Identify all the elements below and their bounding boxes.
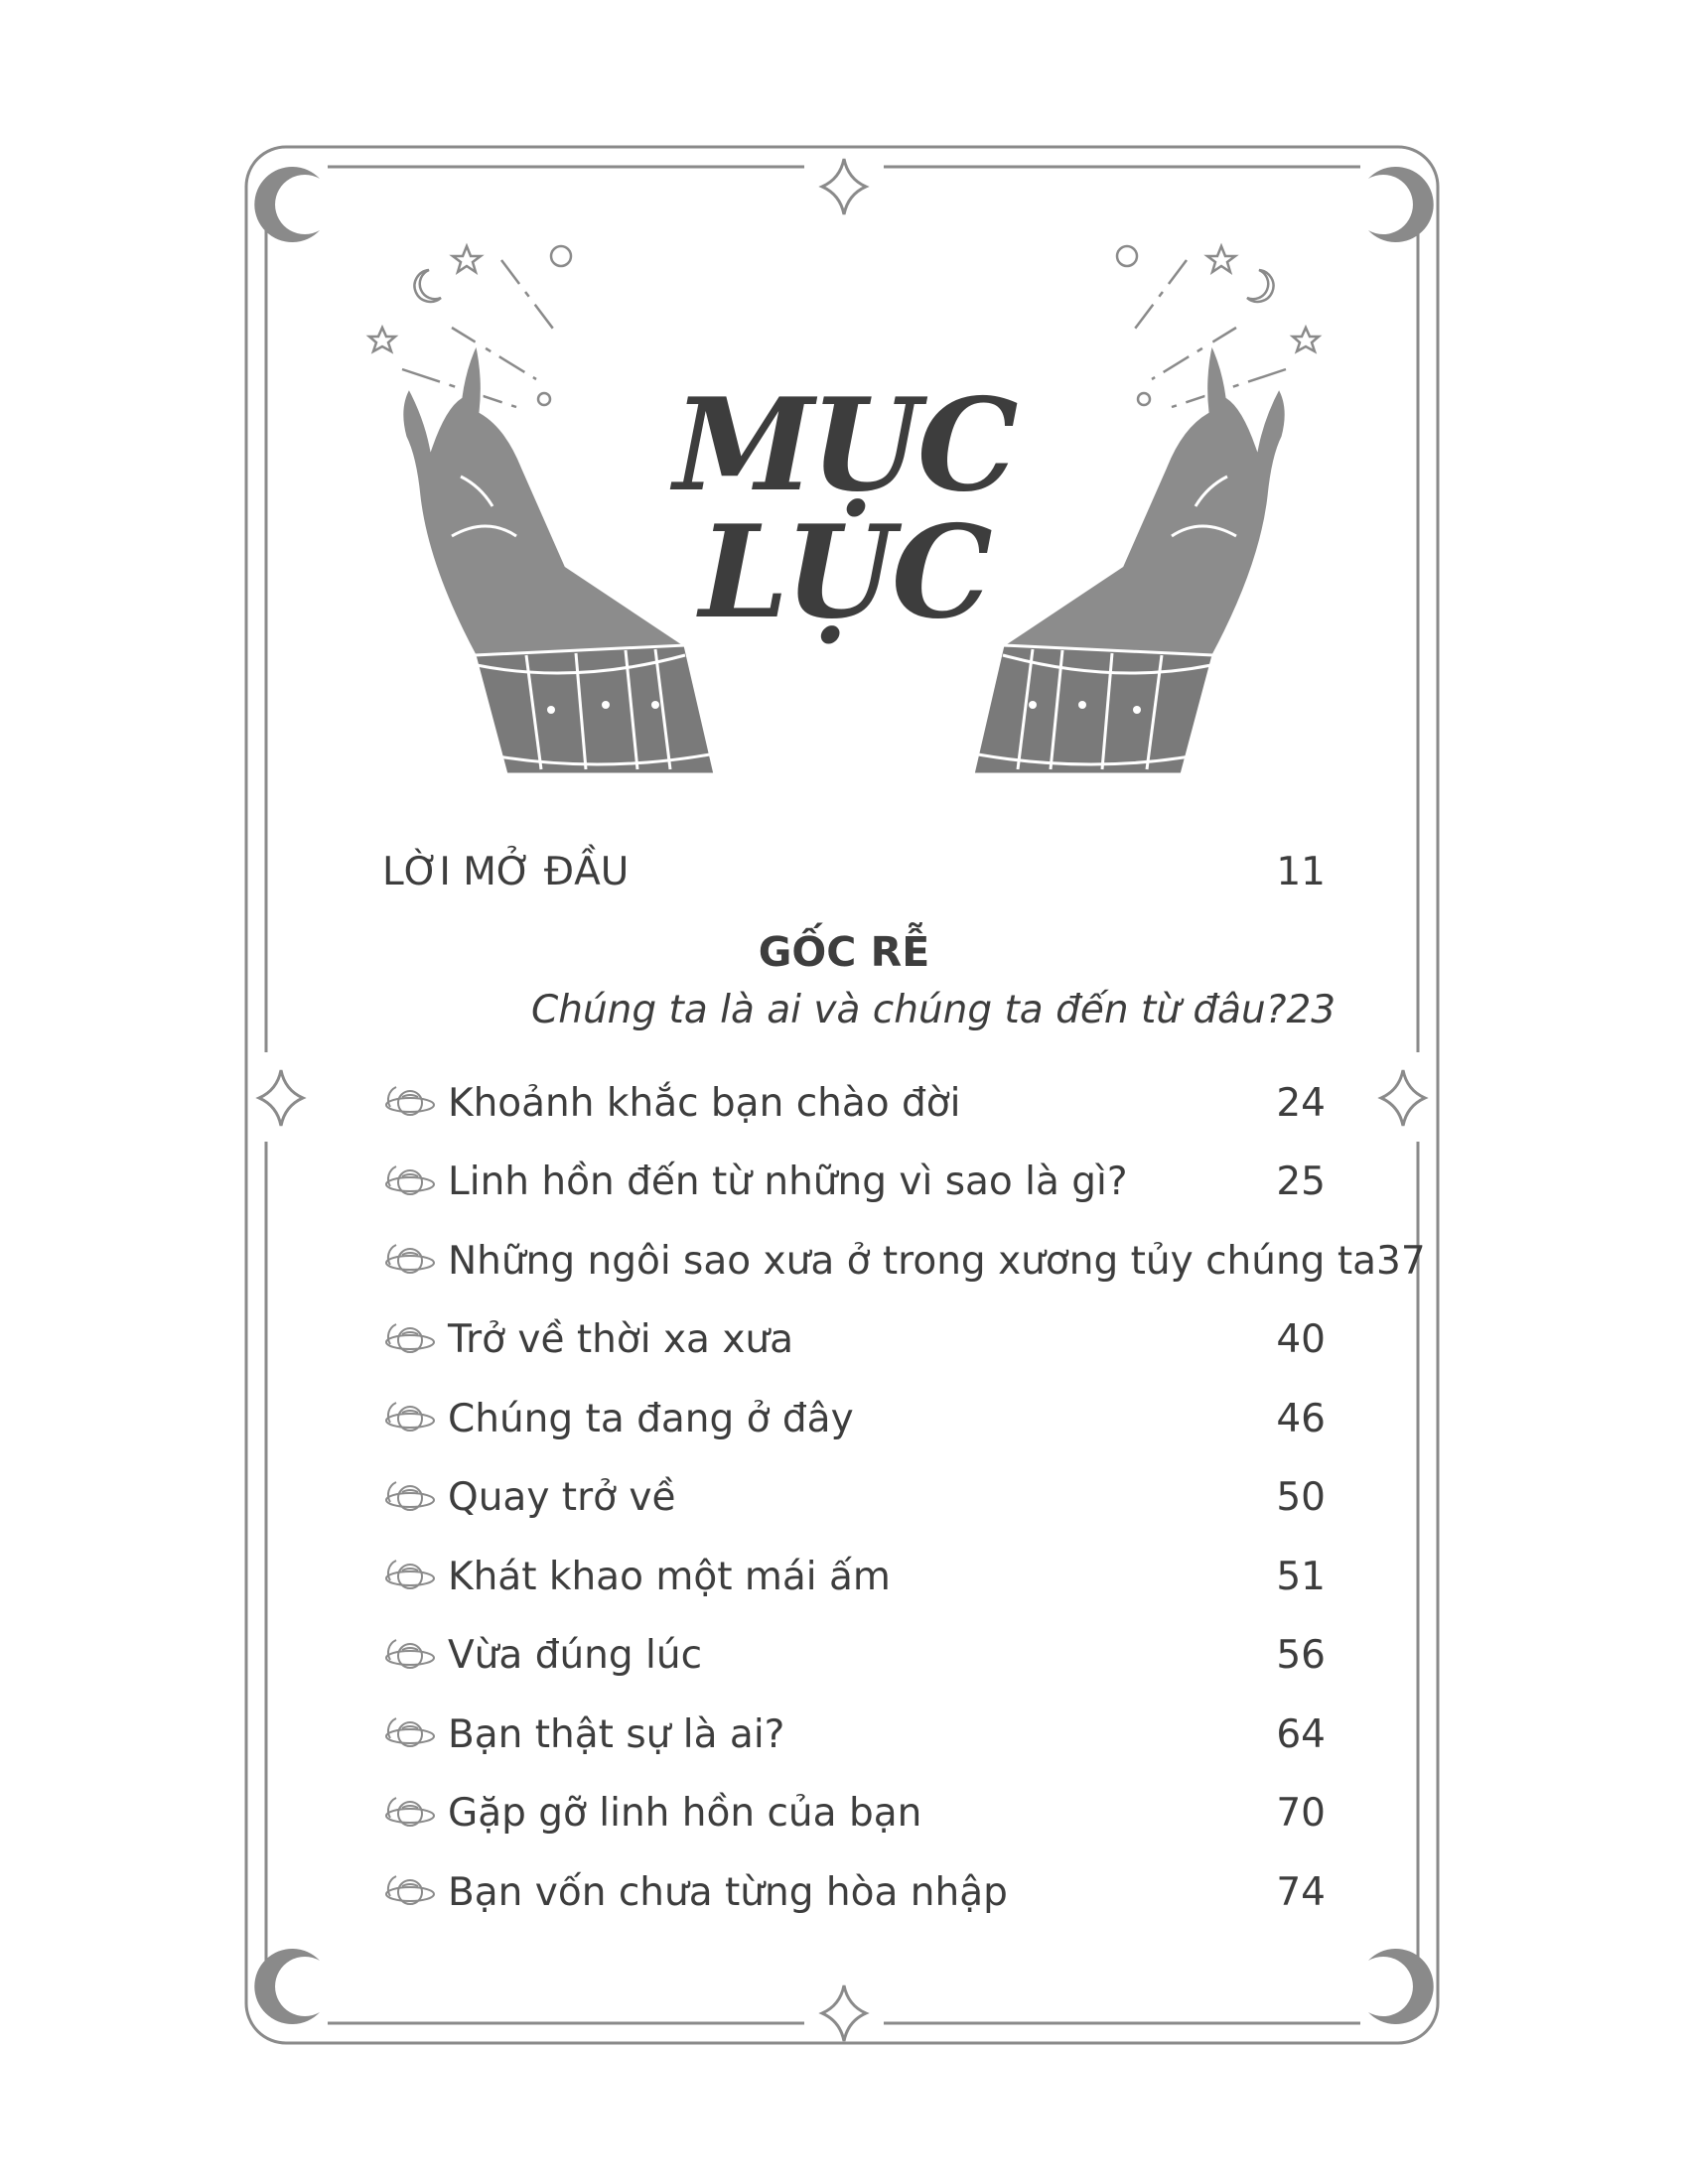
toc-page-number: 37: [1376, 1238, 1426, 1284]
toc-entry-label: Những ngôi sao xưa ở trong xương tủy chúng ta: [448, 1238, 1377, 1284]
toc-page-number: 56: [1276, 1633, 1326, 1678]
toc-page-number: 11: [1276, 849, 1326, 894]
crescent-moon-icon: [1368, 1949, 1434, 2024]
crescent-moon-icon: [1368, 167, 1434, 242]
toc-entry-row[interactable]: [382, 1391, 1326, 1446]
toc-entry-label: Chúng ta đang ở đây: [448, 1396, 854, 1441]
planet-bullet-icon: [382, 1555, 438, 1598]
toc-entry-row[interactable]: [382, 1628, 1326, 1684]
toc-page-number: 23: [1286, 988, 1336, 1032]
toc-entry-row[interactable]: [382, 1075, 1326, 1131]
planet-bullet-icon: [382, 1712, 438, 1756]
toc-entry-row[interactable]: [382, 1312, 1326, 1368]
planet-bullet-icon: [382, 1397, 438, 1440]
four-point-star-icon: [822, 1985, 866, 2041]
planet-bullet-icon: [382, 1081, 438, 1125]
toc-page-number: 50: [1276, 1475, 1326, 1520]
section-heading: GỐC RỄ: [758, 928, 930, 976]
toc-entry-row[interactable]: [382, 1786, 1326, 1842]
toc-entry-row[interactable]: [382, 1549, 1326, 1604]
four-point-star-icon: [1381, 1070, 1425, 1126]
toc-page-number: 46: [1276, 1396, 1326, 1441]
four-point-star-icon: [259, 1070, 303, 1126]
toc-entry-row[interactable]: [382, 1155, 1326, 1210]
toc-entry-label: Khát khao một mái ấm: [448, 1554, 891, 1599]
toc-entry-row[interactable]: [382, 1706, 1326, 1762]
planet-bullet-icon: [382, 1160, 438, 1204]
toc-entry-label: Bạn thật sự là ai?: [448, 1711, 785, 1757]
toc-entry-label: Khoảnh khắc bạn chào đời: [448, 1080, 961, 1126]
planet-bullet-icon: [382, 1792, 438, 1836]
toc-page-number: 70: [1276, 1791, 1326, 1836]
toc-page-number: 25: [1276, 1160, 1326, 1204]
page-title: MỤC LỤC: [673, 371, 1015, 647]
toc-page-number: 74: [1276, 1869, 1326, 1915]
toc-entry-row[interactable]: [382, 1864, 1326, 1920]
toc-entry-label: Vừa đúng lúc: [448, 1633, 703, 1678]
planet-bullet-icon: [382, 1239, 438, 1283]
four-point-star-icon: [822, 159, 866, 214]
toc-entry-label: Quay trở về: [448, 1475, 676, 1520]
section-subtitle: Chúng ta là ai và chúng ta đến từ đâu?: [531, 988, 1287, 1032]
toc-entry-label: Gặp gỡ linh hồn của bạn: [448, 1791, 922, 1836]
toc-entry-label: Trở về thời xa xưa: [448, 1317, 794, 1362]
toc-page-number: 24: [1276, 1080, 1326, 1126]
section-subtitle-row[interactable]: [531, 988, 1336, 1032]
toc-entry-label: Bạn vốn chưa từng hòa nhập: [448, 1869, 1008, 1915]
toc-entry-row[interactable]: [382, 1233, 1426, 1289]
planet-bullet-icon: [382, 1634, 438, 1678]
toc-entry-label: LỜI MỞ ĐẦU: [382, 849, 630, 894]
crescent-moon-icon: [254, 1949, 320, 2024]
planet-bullet-icon: [382, 1318, 438, 1362]
toc-entry-row[interactable]: [382, 1470, 1326, 1526]
toc-page-number: 64: [1276, 1711, 1326, 1757]
planet-bullet-icon: [382, 1476, 438, 1520]
planet-bullet-icon: [382, 1870, 438, 1914]
toc-intro-row[interactable]: [382, 844, 1326, 899]
toc-entry-label: Linh hồn đến từ những vì sao là gì?: [448, 1160, 1128, 1204]
toc-page-number: 40: [1276, 1317, 1326, 1362]
toc-page-number: 51: [1276, 1554, 1326, 1599]
crescent-moon-icon: [254, 167, 320, 242]
